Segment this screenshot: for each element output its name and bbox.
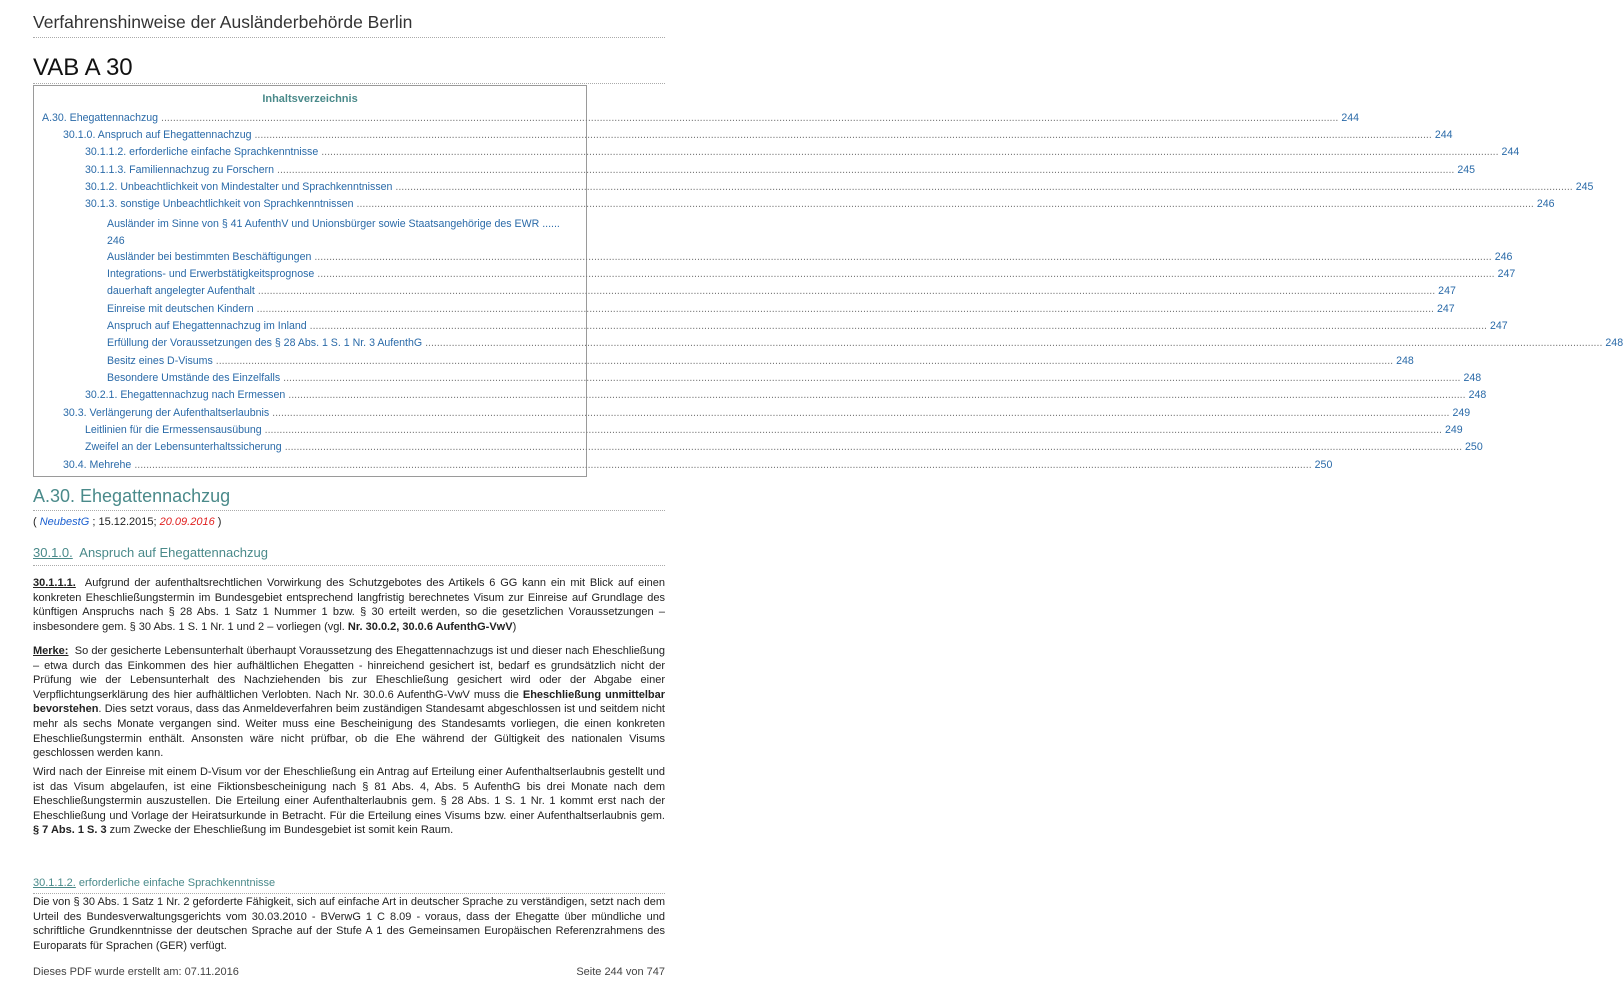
merke-label: Merke: bbox=[33, 645, 69, 657]
toc-entry-page: 250 bbox=[1465, 441, 1483, 453]
toc-entry-page: 249 bbox=[1452, 407, 1471, 419]
toc-entry-title: 30.2.1. Ehegattennachzug nach Ermessen bbox=[85, 389, 286, 401]
toc-entry-page: 248 bbox=[1463, 372, 1482, 384]
subsection-heading bbox=[33, 877, 275, 889]
toc-heading: Inhaltsverzeichnis bbox=[262, 93, 358, 105]
toc-entry-page: 247 bbox=[1497, 268, 1516, 280]
toc-entry-page: 249 bbox=[1445, 424, 1463, 436]
subsection-number: 30.1.1.2. bbox=[33, 877, 76, 889]
divider bbox=[33, 83, 665, 84]
paragraph-end: zum Zwecke der Eheschließung im Bundesgebiet ist somit kein Raum. bbox=[109, 824, 454, 837]
paragraph-merke bbox=[33, 644, 665, 761]
toc-entry-page: 244 bbox=[1434, 129, 1453, 141]
toc-entry-page: 244 bbox=[1501, 146, 1520, 158]
paragraph-text: Wird nach der Einreise mit einem D-Visum vor der Eheschließung ein Antrag auf Erteilung einer Aufenthaltserlaubnis gestellt und ist das Visum abgelaufen, ist eine Fiktionsbescheinigung nach § 81 Abs. 4, Abs. 5 AufenthG bis drei Monate nach dem Eheschließungstermin auszustellen. Die Erteilung einer Aufenthalterlaubnis gem. § 28 Abs. 1 S. 1 Nr. 1 kommt erst nach der Eheschließung und Vorlage der Heiratsurkunde in Betracht. Für die Erteilung eines Visums bzw. einer Aufenthaltserlaubnis gem. bbox=[33, 766, 665, 822]
paragraph-text: Aufgrund der aufenthaltsrechtlichen Vorwirkung des Schutzgebotes des Artikels 6 GG kann ein mit Blick auf einen konkreten Eheschließungstermin im Bundesgebiet entsprechend langfristig berechnetes Visum zur Einreise auf Grundlage des künftigen Anspruchs nach § 28 Abs. 1 Satz 1 Nummer 1 bzw. § 30 erteilt werden, so die gesetzlichen Voraussetzungen – insbesondere gem. § 30 Abs. 1 S. 1 Nr. 1 und 2 – vorliegen (vgl. bbox=[33, 577, 665, 633]
toc-leader-dots: ................................................................................................................................................................................................................................................................................................................................................................................................................ bbox=[254, 129, 1432, 141]
toc-leader-dots: ................................................................................................................................................................................................................................................................................................................................................................................................................ bbox=[134, 459, 1312, 471]
toc-entry-title: 30.4. Mehrehe bbox=[63, 459, 132, 471]
toc-entry-title: Einreise mit deutschen Kindern bbox=[107, 303, 254, 315]
toc-entry[interactable] bbox=[107, 285, 1456, 297]
toc-entry-title: Ausländer bei bestimmten Beschäftigungen bbox=[107, 251, 312, 263]
footer-created: Dieses PDF wurde erstellt am: 07.11.2016 bbox=[33, 966, 239, 978]
subsection-heading bbox=[33, 545, 268, 560]
toc-entry[interactable] bbox=[85, 424, 1463, 436]
toc-entry[interactable] bbox=[107, 251, 1513, 263]
divider bbox=[33, 565, 665, 566]
toc-entry-page: 244 bbox=[1341, 112, 1360, 124]
toc-leader-dots: ................................................................................................................................................................................................................................................................................................................................................................................................................ bbox=[283, 372, 1461, 384]
toc-entry[interactable] bbox=[85, 146, 1520, 158]
toc-leader-dots: ................................................................................................................................................................................................................................................................................................................................................................................................................ bbox=[309, 320, 1487, 332]
reference-bold: § 7 Abs. 1 S. 3 bbox=[33, 824, 107, 837]
toc-leader-dots: ................................................................................................................................................................................................................................................................................................................................................................................................................ bbox=[395, 181, 1573, 193]
toc-entry[interactable] bbox=[85, 198, 1555, 210]
toc-entry-title: Integrations- und Erwerbstätigkeitsprognose bbox=[107, 268, 315, 280]
page-title: VAB A 30 bbox=[33, 54, 133, 81]
toc-leader-dots: ................................................................................................................................................................................................................................................................................................................................................................................................................ bbox=[321, 146, 1499, 158]
toc-entry-title: 30.1.1.2. erforderliche einfache Sprachkenntnisse bbox=[85, 146, 319, 158]
subsection-title: erforderliche einfache Sprachkenntnisse bbox=[78, 877, 276, 889]
toc-entry[interactable] bbox=[107, 320, 1508, 332]
toc-entry-page: 245 bbox=[1575, 181, 1594, 193]
toc-entry-page: 247 bbox=[1438, 285, 1456, 297]
toc-leader-dots: ................................................................................................................................................................................................................................................................................................................................................................................................................ bbox=[314, 251, 1492, 263]
toc-entry-title: 30.1.2. Unbeachtlichkeit von Mindestalter und Sprachkenntnissen bbox=[85, 181, 393, 193]
toc-leader-dots: ................................................................................................................................................................................................................................................................................................................................................................................................................ bbox=[161, 112, 1339, 124]
paragraph-sprachkenntnisse bbox=[33, 895, 665, 953]
paragraph-30-1-1-1 bbox=[33, 576, 665, 634]
paragraph-visa bbox=[33, 765, 665, 838]
toc-entry[interactable] bbox=[63, 129, 1453, 141]
toc-leader-dots: ................................................................................................................................................................................................................................................................................................................................................................................................................ bbox=[256, 303, 1434, 315]
toc-entry-page: 248 bbox=[1605, 337, 1623, 349]
paren-close: ) bbox=[217, 516, 222, 528]
toc-entry-title: Anspruch auf Ehegattennachzug im Inland bbox=[107, 320, 307, 332]
toc-entry-title: Besitz eines D-Visums bbox=[107, 355, 213, 367]
toc-entry-page: 245 bbox=[1457, 164, 1476, 176]
toc-leader-dots: ................................................................................................................................................................................................................................................................................................................................................................................................................ bbox=[356, 198, 1534, 210]
toc-entry[interactable] bbox=[107, 268, 1516, 280]
emphasis-bold: Eheschließung unmittelbar bevorstehen bbox=[33, 688, 665, 716]
toc-entry[interactable] bbox=[107, 372, 1482, 384]
date-first: 15.12.2015; bbox=[98, 516, 157, 528]
divider bbox=[33, 37, 665, 38]
toc-entry[interactable] bbox=[107, 337, 1623, 349]
divider bbox=[33, 510, 665, 511]
toc-leader-dots: ................................................................................................................................................................................................................................................................................................................................................................................................................ bbox=[288, 389, 1466, 401]
toc-leader-dots: ................................................................................................................................................................................................................................................................................................................................................................................................................ bbox=[425, 337, 1603, 349]
divider bbox=[33, 893, 665, 894]
paren-open: ( bbox=[33, 516, 37, 528]
toc-leader-dots: ................................................................................................................................................................................................................................................................................................................................................................................................................ bbox=[272, 407, 1450, 419]
toc-entry[interactable] bbox=[63, 407, 1471, 419]
paragraph-text: So der gesicherte Lebensunterhalt überhaupt Voraussetzung des Ehegattennachzugs ist und dieser nach Eheschließung – etwa durch das Einkommen des hier aufhältlichen Ehegatten - hinreichend gesichert ist, bedarf es grundsätzlich nicht der Prüfung wie der Lebensunterhalt des Nachziehenden bis zur Eheschließung gesichert wird oder der Abgabe einer Verpflichtungserklärung des hier aufhältlichen Verlobten. Nach Nr. 30.0.6 AufenthG-VwV muss die bbox=[33, 645, 665, 701]
paragraph-end: ) bbox=[512, 620, 517, 633]
footer-page-number: Seite 244 von 747 bbox=[576, 966, 665, 978]
toc-entry-page: 248 bbox=[1468, 389, 1487, 401]
toc-leader-dots: ................................................................................................................................................................................................................................................................................................................................................................................................................ bbox=[257, 285, 1436, 297]
document-header: Verfahrenshinweise der Ausländerbehörde Berlin bbox=[33, 12, 413, 32]
toc-entry-title: Ausländer im Sinne von § 41 AufenthV und Unionsbürger sowie Staatsangehörige des EWR ...... bbox=[107, 218, 560, 230]
toc-entry-title: Besondere Umstände des Einzelfalls bbox=[107, 372, 281, 384]
toc-leader-dots: ................................................................................................................................................................................................................................................................................................................................................................................................................ bbox=[264, 424, 1442, 436]
toc-entry[interactable] bbox=[42, 112, 1360, 124]
section-heading: A.30. Ehegattennachzug bbox=[33, 486, 231, 506]
toc-entry-title: 30.1.3. sonstige Unbeachtlichkeit von Sprachkenntnissen bbox=[85, 198, 354, 210]
toc-entry[interactable] bbox=[85, 441, 1483, 453]
toc-entry[interactable] bbox=[85, 181, 1594, 193]
subsection-title: Anspruch auf Ehegattennachzug bbox=[79, 545, 268, 560]
paragraph-text: Die von § 30 Abs. 1 Satz 1 Nr. 2 geforderte Fähigkeit, sich auf einfache Art in deutscher Sprache zu verständigen, setzt nach dem Urteil des Bundesverwaltungsgerichts vom 30.03.2010 - BVerwG 1 C 8.09 - voraus, dass der Ehegatte über mündliche und schriftliche Grundkenntnisse der deutschen Sprache auf der Stufe A 1 des Gemeinsamen Europäischen Referenzrahmens des Europarats für Sprachen (GER) verfügt. bbox=[33, 896, 665, 952]
toc-entry-title: 30.1.0. Anspruch auf Ehegattennachzug bbox=[63, 129, 252, 141]
toc-entry-title: Erfüllung der Voraussetzungen des § 28 Abs. 1 S. 1 Nr. 3 AufenthG bbox=[107, 337, 423, 349]
toc-entry-title: Zweifel an der Lebensunterhaltssicherung bbox=[85, 441, 282, 453]
toc-entry-page: 247 bbox=[1436, 303, 1455, 315]
toc-leader-dots: ................................................................................................................................................................................................................................................................................................................................................................................................................ bbox=[317, 268, 1495, 280]
neubestg-link[interactable]: NeubestG bbox=[39, 516, 90, 528]
toc-entry[interactable] bbox=[107, 355, 1414, 367]
separator: ; bbox=[92, 516, 96, 528]
paragraph-text-cont: . Dies setzt voraus, dass das Anmeldeverfahren beim zuständigen Standesamt abgeschlossen ist und seitdem nicht mehr als sechs Monate vergangen sind. Weiter muss eine Bescheinigung des Standesamts vorliegen, die einen konkreten Eheschließungstermin enthält. Ansonsten wäre nicht prüfbar, ob die Ehe während der Gültigkeit des nationalen Visums geschlossen werden kann. bbox=[33, 703, 665, 760]
reference-bold: Nr. 30.0.2, 30.0.6 AufenthG-VwV bbox=[347, 620, 513, 633]
subsection-number: 30.1.0. bbox=[33, 545, 73, 560]
toc-leader-dots: ................................................................................................................................................................................................................................................................................................................................................................................................................ bbox=[277, 164, 1455, 176]
toc-entry-page: 246 bbox=[107, 235, 125, 247]
toc-leader-dots: ................................................................................................................................................................................................................................................................................................................................................................................................................ bbox=[215, 355, 1394, 367]
toc-entry-page: 248 bbox=[1396, 355, 1414, 367]
toc-entry-title: dauerhaft angelegter Aufenthalt bbox=[107, 285, 255, 297]
paragraph-number: 30.1.1.1. bbox=[33, 577, 76, 589]
toc-entry[interactable] bbox=[85, 164, 1476, 176]
toc-entry[interactable] bbox=[107, 216, 560, 250]
toc-entry-page: 247 bbox=[1489, 320, 1508, 332]
toc-entry-page: 250 bbox=[1314, 459, 1333, 471]
toc-entry-page: 246 bbox=[1494, 251, 1513, 263]
toc-entry[interactable] bbox=[85, 389, 1487, 401]
toc-entry[interactable] bbox=[63, 459, 1333, 471]
toc-entry-title: 30.1.1.3. Familiennachzug zu Forschern bbox=[85, 164, 275, 176]
toc-entry-title: 30.3. Verlängerung der Aufenthaltserlaubnis bbox=[63, 407, 270, 419]
toc-entry-title: Leitlinien für die Ermessensausübung bbox=[85, 424, 262, 436]
date-second: 20.09.2016 bbox=[159, 516, 215, 528]
toc-entry-page: 246 bbox=[1536, 198, 1555, 210]
revision-dates bbox=[33, 516, 221, 528]
table-of-contents bbox=[33, 85, 1623, 477]
toc-entry[interactable] bbox=[107, 303, 1455, 315]
toc-entry-title: A.30. Ehegattennachzug bbox=[42, 112, 159, 124]
toc-leader-dots: ................................................................................................................................................................................................................................................................................................................................................................................................................ bbox=[284, 441, 1463, 453]
